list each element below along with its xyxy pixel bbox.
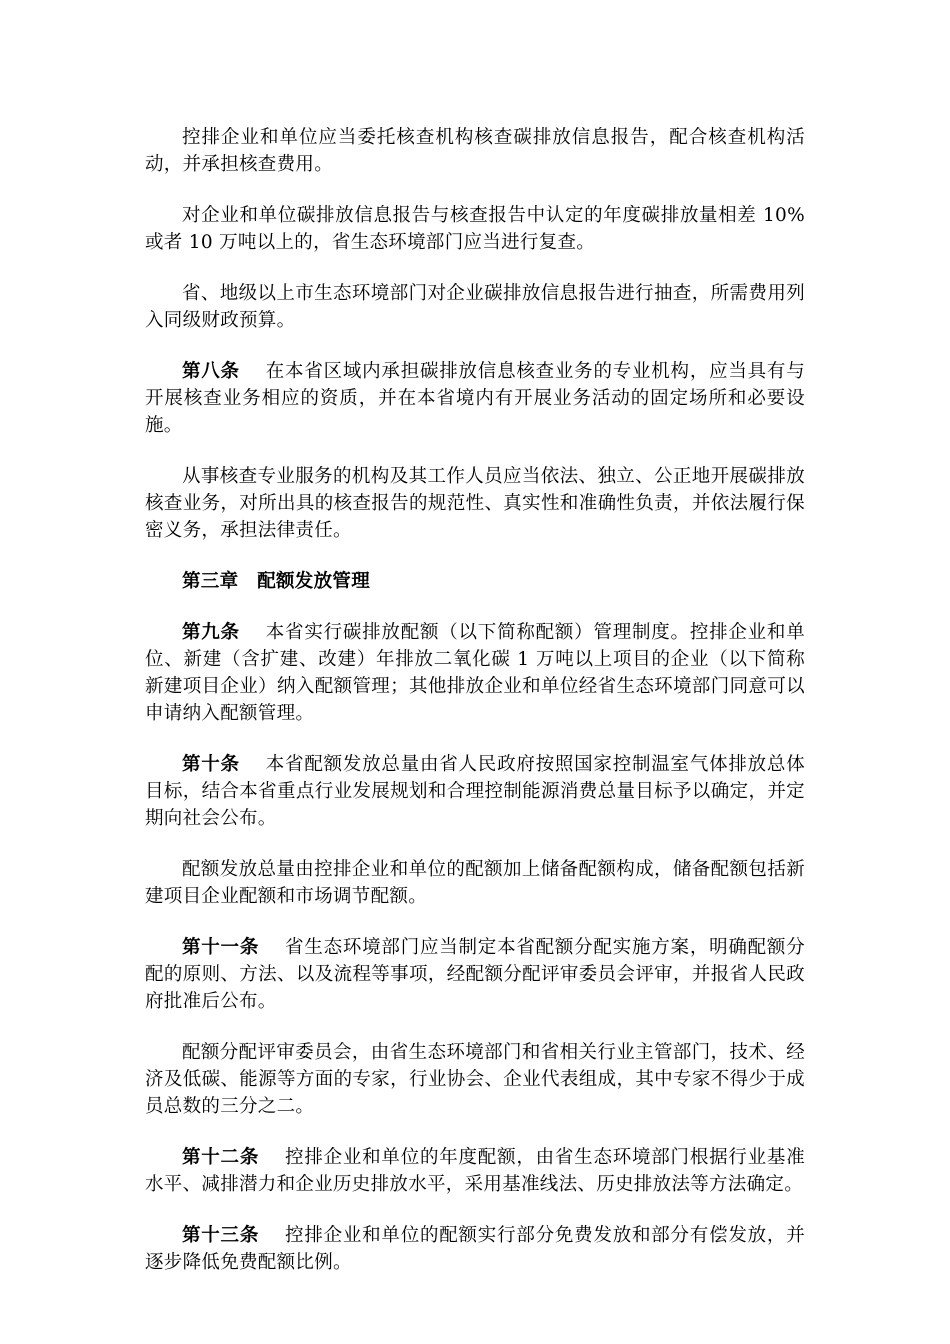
chapter-heading: 第三章 配额发放管理 [182, 571, 371, 592]
article-12-label: 第十二条 [182, 1147, 260, 1168]
paragraph-11b [145, 1039, 805, 1120]
article-11-text: 省生态环境部门应当制定本省配额分配实施方案，明确配额分配的原则、方法、以及流程等事项，经配额分配评审委员会评审，并报省人民政府批准后公布。 [145, 937, 806, 1012]
document-page [145, 124, 805, 1300]
paragraph-2 [145, 202, 805, 256]
paragraph-3-text: 省、地级以上市生态环境部门对企业碳排放信息报告进行抽查，所需费用列入同级财政预算。 [145, 283, 805, 331]
article-8-text: 在本省区域内承担碳排放信息核查业务的专业机构，应当具有与开展核查业务相应的资质，并在本省境内有开展业务活动的固定场所和必要设施。 [145, 361, 805, 436]
article-9 [145, 619, 805, 727]
article-13-text: 控排企业和单位的配额实行部分免费发放和部分有偿发放，并逐步降低免费配额比例。 [145, 1225, 806, 1273]
article-11 [145, 934, 805, 1015]
article-10-text: 本省配额发放总量由省人民政府按照国家控制温室气体排放总体目标，结合本省重点行业发展规划和合理控制能源消费总量目标予以确定，并定期向社会公布。 [145, 754, 805, 829]
article-10-label: 第十条 [182, 754, 240, 775]
paragraph-10b [145, 856, 805, 910]
article-13 [145, 1222, 805, 1276]
paragraph-5-text: 从事核查专业服务的机构及其工作人员应当依法、独立、公正地开展碳排放核查业务，对所出具的核查报告的规范性、真实性和准确性负责，并依法履行保密义务，承担法律责任。 [145, 466, 805, 541]
paragraph-1-text: 控排企业和单位应当委托核查机构核查碳排放信息报告，配合核查机构活动，并承担核查费用。 [145, 127, 805, 175]
article-9-text: 本省实行碳排放配额（以下简称配额）管理制度。控排企业和单位、新建（含扩建、改建）年排放二氧化碳 1 万吨以上项目的企业（以下简称新建项目企业）纳入配额管理；其他排放企业和单位经省生态环境部门同意可以申请纳入配额管理。 [145, 622, 805, 724]
paragraph-1 [145, 124, 805, 178]
article-10 [145, 751, 805, 832]
article-8-label: 第八条 [182, 361, 240, 382]
article-8 [145, 358, 805, 439]
article-13-label: 第十三条 [182, 1225, 260, 1246]
article-11-label: 第十一条 [182, 937, 260, 958]
paragraph-3 [145, 280, 805, 334]
paragraph-11b-text: 配额分配评审委员会，由省生态环境部门和省相关行业主管部门，技术、经济及低碳、能源等方面的专家，行业协会、企业代表组成，其中专家不得少于成员总数的三分之二。 [145, 1042, 805, 1117]
article-12-text: 控排企业和单位的年度配额，由省生态环境部门根据行业基准水平、减排潜力和企业历史排放水平，采用基准线法、历史排放法等方法确定。 [145, 1147, 806, 1195]
paragraph-5 [145, 463, 805, 544]
paragraph-2-text: 对企业和单位碳排放信息报告与核查报告中认定的年度碳排放量相差 10%或者 10 万吨以上的，省生态环境部门应当进行复查。 [145, 205, 805, 253]
article-12 [145, 1144, 805, 1198]
paragraph-10b-text: 配额发放总量由控排企业和单位的配额加上储备配额构成，储备配额包括新建项目企业配额和市场调节配额。 [145, 859, 805, 907]
article-9-label: 第九条 [182, 622, 240, 643]
